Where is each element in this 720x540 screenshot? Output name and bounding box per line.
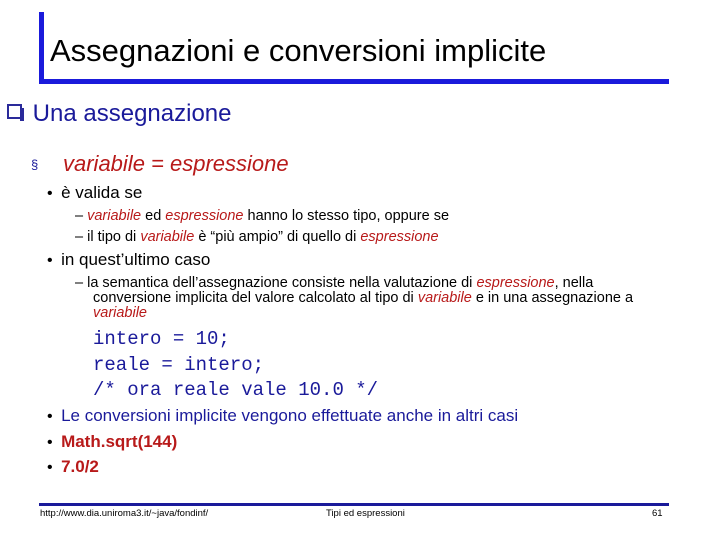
bullet-dot-icon: • — [47, 408, 53, 425]
heading-text: Una assegnazione — [32, 100, 232, 127]
cond1-variabile: variabile — [87, 208, 142, 224]
bullet-other-cases — [47, 406, 518, 426]
square-bullet-icon — [7, 104, 22, 119]
cond2-prefix: il tipo di — [87, 229, 141, 245]
bullet-dot-icon: • — [47, 252, 53, 269]
dash-icon: – — [75, 229, 84, 245]
semantics-line2a: conversione implicita del valore calcolato al tipo di — [93, 290, 418, 306]
condition-2 — [75, 229, 439, 245]
semantics-line-1 — [75, 275, 593, 291]
semantics-line2c: e in una assegnazione a — [471, 290, 634, 306]
semantics-c: , nella — [554, 275, 594, 291]
cond1-espressione: espressione — [165, 208, 244, 224]
dash-icon: – — [75, 275, 84, 291]
title-accent-bar-vertical — [39, 12, 44, 83]
footer-page-number: 61 — [652, 508, 663, 519]
heading — [26, 100, 231, 128]
cond1-rest: hanno lo stesso tipo, oppure se — [243, 208, 450, 224]
semantics-line-3: variabile — [93, 305, 147, 321]
bullet-dot-icon: • — [47, 185, 53, 202]
cond2-espressione: espressione — [360, 229, 439, 245]
other-implicit-conversions: conversioni implicite — [84, 406, 237, 425]
footer-url: http://www.dia.uniroma3.it/~java/fondinf/ — [40, 508, 209, 519]
other-c: vengono effettuate anche in altri casi — [236, 406, 519, 425]
semantics-variabile: variabile — [417, 290, 472, 306]
last-case-text: in quest’ultimo caso — [61, 250, 211, 269]
cond1-and: ed — [141, 208, 166, 224]
semantics-line-2 — [93, 290, 633, 306]
dash-icon: – — [75, 208, 84, 224]
slide-title: Assegnazioni e conversioni implicite — [50, 33, 547, 68]
small-square-bullet-icon: § — [31, 157, 39, 172]
semantics-espressione: espressione — [476, 275, 555, 291]
code-line-1: intero = 10; — [93, 328, 230, 350]
example-1: Math.sqrt(144) — [61, 432, 178, 451]
code-line-3: /* ora reale vale 10.0 */ — [93, 379, 379, 401]
example-2: 7.0/2 — [61, 457, 99, 476]
code-line-2: reale = intero; — [93, 354, 265, 376]
bullet-dot-icon: • — [47, 459, 53, 476]
footer-topic: Tipi ed espressioni — [326, 508, 405, 519]
footer-divider — [39, 503, 669, 506]
bullet-example-1 — [47, 432, 177, 452]
title-accent-bar-horizontal — [39, 79, 669, 84]
bullet-valid-if — [47, 183, 142, 203]
cond2-middle: è “più ampio” di quello di — [194, 229, 361, 245]
bullet-last-case — [47, 250, 210, 270]
condition-1 — [75, 208, 449, 224]
cond2-variabile: variabile — [140, 229, 195, 245]
other-a: Le — [61, 406, 85, 425]
semantics-a: la semantica dell’assegnazione consiste nella valutazione di — [87, 275, 477, 291]
subheading: variabile = espressione — [63, 151, 289, 176]
valid-if-text: è valida se — [61, 183, 143, 202]
bullet-dot-icon: • — [47, 434, 53, 451]
bullet-example-2 — [47, 457, 99, 477]
